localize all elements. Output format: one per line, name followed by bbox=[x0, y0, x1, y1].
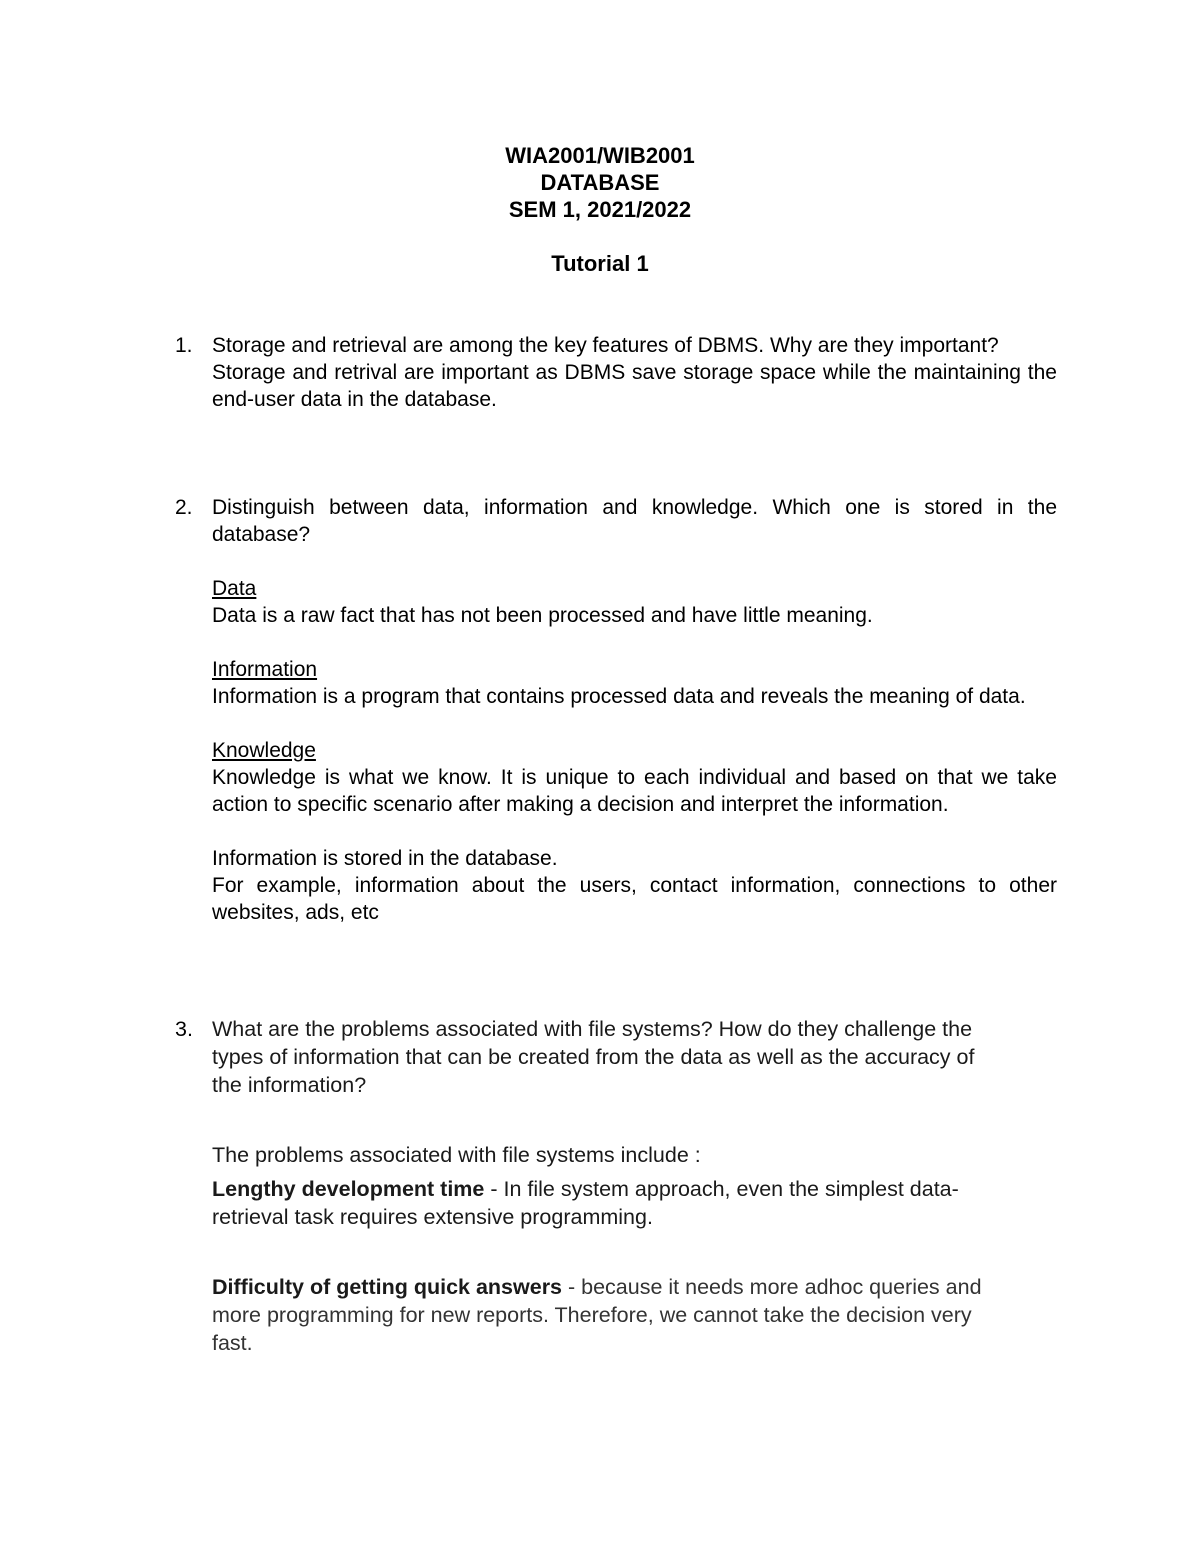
problems-intro: The problems associated with file systems include : bbox=[212, 1143, 701, 1167]
question-line: types of information that can be created from the data as well as the accuracy of bbox=[212, 1045, 975, 1069]
question-3 bbox=[175, 1015, 1057, 1357]
knowledge-definition: Knowledge is what we know. It is unique to each individual and based on that we take action to specific scenario after making a decision and interpret the information. bbox=[212, 766, 1057, 816]
data-definition: Data is a raw fact that has not been processed and have little meaning. bbox=[212, 604, 873, 627]
question-1 bbox=[175, 332, 1057, 413]
example-text: For example, information about the users, contact information, connections to other websites, ads, etc bbox=[212, 874, 1057, 924]
problem-text: more programming for new reports. Therefore, we cannot take the decision very bbox=[212, 1303, 972, 1327]
problem-text: - because it needs more adhoc queries and bbox=[562, 1275, 982, 1299]
question-text bbox=[212, 1015, 1057, 1099]
problem-text: fast. bbox=[212, 1331, 253, 1355]
problem-title: Difficulty of getting quick answers bbox=[212, 1275, 563, 1299]
course-code: WIA2001/WIB2001 bbox=[505, 143, 695, 168]
question-text: Distinguish between data, information and knowledge. Which one is stored in the database? bbox=[212, 496, 1057, 546]
subject-title: DATABASE bbox=[540, 170, 660, 195]
question-2 bbox=[175, 494, 1057, 926]
knowledge-heading: Knowledge bbox=[212, 739, 316, 762]
question-text: Storage and retrieval are among the key features of DBMS. Why are they important? bbox=[212, 334, 999, 357]
information-definition: Information is a program that contains processed data and reveals the meaning of data. bbox=[212, 685, 1026, 708]
information-heading: Information bbox=[212, 658, 318, 681]
question-line: the information? bbox=[212, 1073, 367, 1097]
problem-title: Lengthy development time bbox=[212, 1177, 485, 1201]
problem-text: - In file system approach, even the simplest data- bbox=[484, 1177, 959, 1201]
question-number: 3. bbox=[175, 1017, 193, 1041]
data-heading: Data bbox=[212, 577, 257, 600]
question-number: 1. bbox=[175, 334, 193, 357]
problem-text: retrieval task requires extensive programming. bbox=[212, 1205, 653, 1229]
semester-label: SEM 1, 2021/2022 bbox=[508, 197, 692, 222]
stored-statement: Information is stored in the database. bbox=[212, 847, 558, 870]
question-number: 2. bbox=[175, 496, 193, 519]
problem-2 bbox=[212, 1273, 1057, 1357]
tutorial-title: Tutorial 1 bbox=[551, 251, 649, 276]
document-header bbox=[0, 142, 1200, 223]
answer-text: Storage and retrival are important as DBMS save storage space while the maintaining the end-user data in the database. bbox=[212, 361, 1057, 411]
problem-1 bbox=[212, 1175, 1057, 1231]
question-line: What are the problems associated with file systems? How do they challenge the bbox=[212, 1017, 973, 1041]
